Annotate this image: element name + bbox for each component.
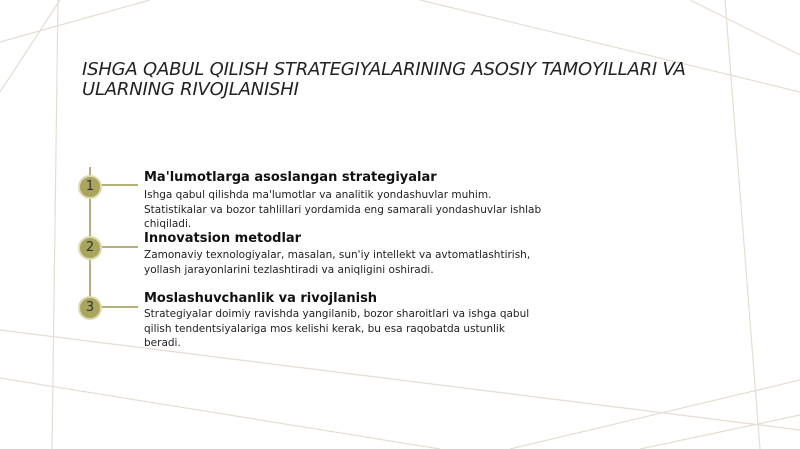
step-badge-3: 3 [78, 296, 102, 320]
item-heading-3: Moslashuvchanlik va rivojlanish [144, 291, 378, 306]
slide-title: ISHGA QABUL QILISH STRATEGIYALARINING ASOSIY TAMOYILLARI VA ULARNING RIVOJLANISHI [82, 59, 686, 100]
item-text-1: Ishga qabul qilishda ma'lumotlar va analitik yondashuvlar muhim. Statistikalar va bozor tahlillari yordamida eng samarali yondashuvlar ishlab chiqiladi. [144, 189, 542, 230]
item-heading-1: Ma'lumotlarga asoslangan strategiyalar [144, 170, 437, 185]
step-badge-1: 1 [78, 175, 102, 199]
timeline-connector [100, 184, 138, 186]
step-badge-2: 2 [78, 236, 102, 260]
timeline-connector [100, 306, 138, 308]
item-text-2: Zamonaviy texnologiyalar, masalan, sun'iy intellekt va avtomatlashtirish, yollash jarayonlarini tezlashtiradi va aniqligini oshiradi. [144, 249, 531, 276]
timeline-connector [100, 246, 138, 248]
item-heading-2: Innovatsion metodlar [144, 231, 302, 246]
item-text-3: Strategiyalar doimiy ravishda yangilanib, bozor sharoitlari va ishga qabul qilish tendentsiyalariga mos kelishi kerak, bu esa raqobatda ustunlik beradi. [144, 308, 530, 349]
